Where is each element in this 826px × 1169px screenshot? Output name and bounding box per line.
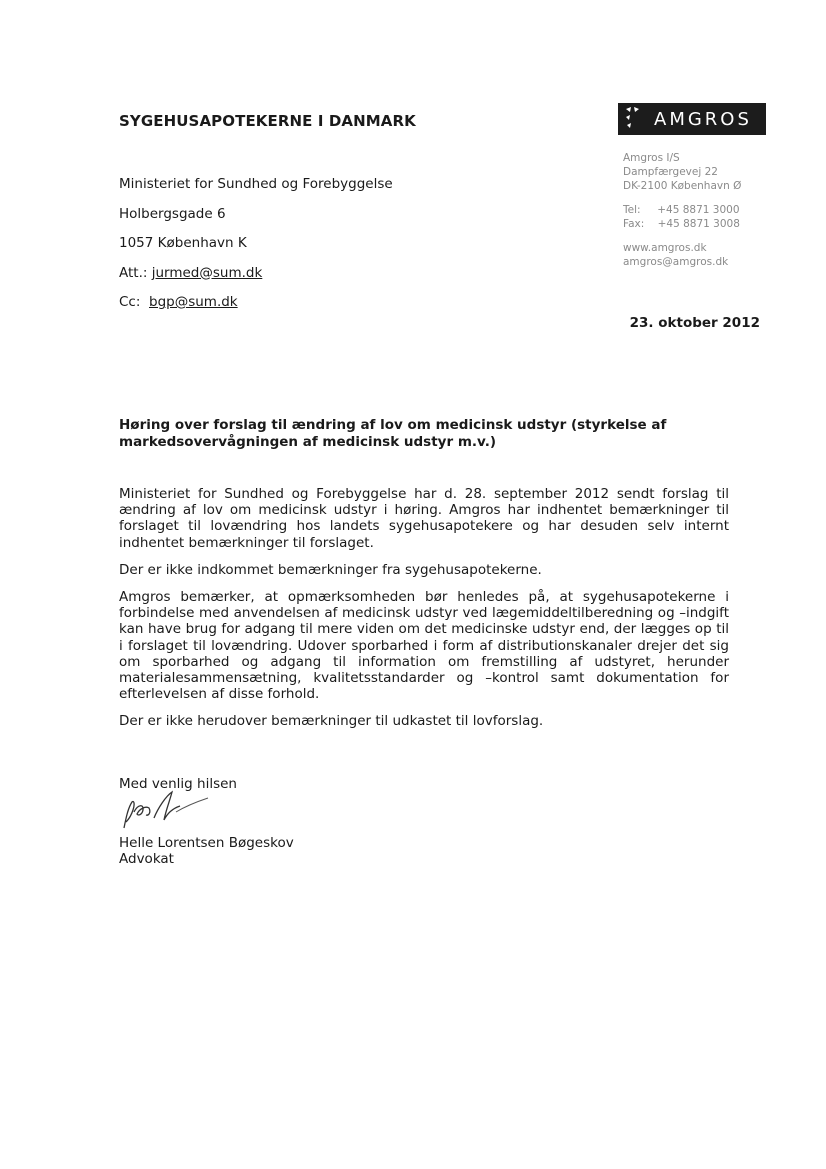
letter-date: 23. oktober 2012: [629, 315, 760, 331]
body-paragraph-2: Der er ikke indkommet bemærkninger fra sygehusapotekerne.: [119, 561, 542, 578]
recipient-att-line: [119, 259, 393, 289]
sender-city: DK-2100 København Ø: [623, 180, 742, 192]
recipient-cc-line: [119, 288, 393, 318]
handwritten-signature: [116, 790, 216, 839]
recipient-address-block: [119, 170, 393, 318]
body-paragraph-3: Amgros bemærker, at opmærksomheden bør henledes på, at sygehusapotekerne i forbindelse med anvendelsen af medicinsk udstyr ved lægemiddeltilberedning og –indgift kan have brug for adgang til mere viden om det medicinske udstyr end, der lægges op til i forslaget til lovændring. Udover sporbarhed i form af distributionskanaler drejer det sig om sporbarhed og adgang til information om fremstilling af udstyret, herunder materialesammensætning, kvalitetsstandarder og –kontrol samt dokumentation for efterlevelsen af disse forhold.: [119, 589, 729, 703]
recipient-city: 1057 København K: [119, 235, 247, 251]
closing-salutation: Med venlig hilsen: [119, 776, 237, 792]
cc-email-link[interactable]: bgp@sum.dk: [149, 294, 238, 310]
logo-mark-icon: [622, 103, 648, 135]
att-email-link[interactable]: jurmed@sum.dk: [151, 264, 263, 281]
sender-name: Amgros I/S: [623, 152, 680, 164]
recipient-ministry: Ministeriet for Sundhed og Forebyggelse: [119, 176, 393, 192]
sender-tel: Tel: +45 8871 3000: [623, 204, 740, 216]
body-paragraph-1: Ministeriet for Sundhed og Forebyggelse har d. 28. september 2012 sendt forslag til ændring af lov om medicinsk udstyr i høring. Amgros har indhentet bemærkninger til forslaget til lovændring hos landets sygehusapotekere og har desuden selv internt indhentet bemærkninger til forslaget.: [119, 486, 729, 551]
att-label: Att.:: [119, 264, 148, 281]
cc-label: Cc:: [119, 294, 141, 310]
signer-name: Helle Lorentsen Bøgeskov: [119, 835, 294, 851]
sender-fax: Fax: +45 8871 3008: [623, 218, 740, 230]
signer-title: Advokat: [119, 851, 174, 867]
signer-block: [119, 835, 294, 867]
sender-street: Dampfærgevej 22: [623, 166, 718, 178]
organization-title: SYGEHUSAPOTEKERNE I DANMARK: [119, 112, 416, 130]
sender-address-block: [623, 151, 741, 269]
recipient-street: Holbergsgade 6: [119, 205, 226, 222]
amgros-logo: [618, 103, 766, 135]
sender-web: www.amgros.dk: [623, 242, 707, 254]
body-paragraph-4: Der er ikke herudover bemærkninger til udkastet til lovforslag.: [119, 713, 544, 730]
sender-email: amgros@amgros.dk: [623, 256, 729, 268]
letter-subject: Høring over forslag til ændring af lov om medicinsk udstyr (styrkelse af markedsovervågningen af medicinsk udstyr m.v.): [119, 417, 667, 450]
logo-text: AMGROS: [654, 108, 752, 130]
letter-body: [119, 486, 729, 741]
